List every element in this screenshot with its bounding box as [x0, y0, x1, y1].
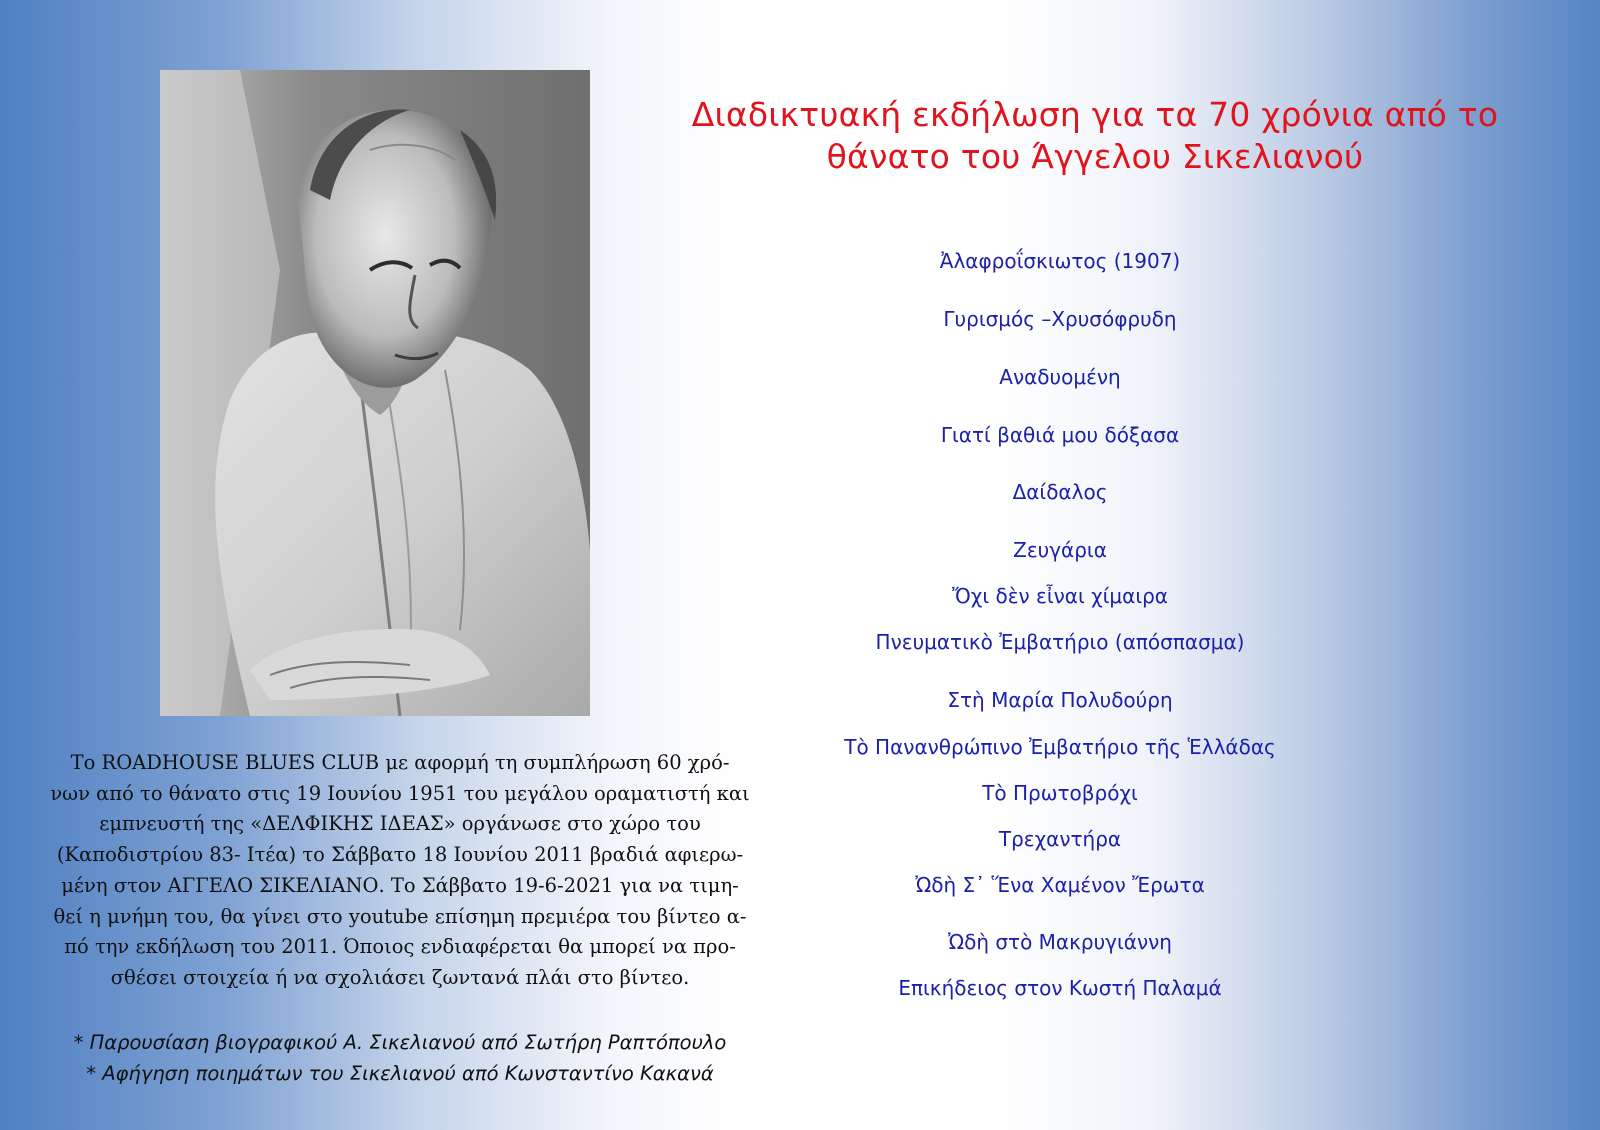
- poem-item: Γυρισμός –Χρυσόφρυδη: [943, 307, 1177, 331]
- poem-list: [770, 0, 1350, 1130]
- poem-item: Ὠδὴ Σ᾿ Ἕνα Χαμένον Ἔρωτα: [915, 873, 1205, 897]
- description-line: (Καποδιστρίου 83- Ιτέα) το Σάββατο 18 Ιουνίου 2011 βραδιά αφιερω-: [56, 843, 744, 867]
- description-line: νων από το θάνατο στις 19 Ιουνίου 1951 του μεγάλου οραματιστή και: [50, 781, 750, 805]
- description-line: σθέσει στοιχεία ή να σχολιάσει ζωντανά πλάι στο βίντεο.: [110, 965, 690, 989]
- description-line: Το ROADHOUSE BLUES CLUB με αφορμή τη συμπλήρωση 60 χρό-: [70, 751, 730, 774]
- event-title-line-2: θάνατο του Άγγελου Σικελιανού: [826, 137, 1364, 176]
- poem-item: Ζευγάρια: [1013, 538, 1107, 562]
- poem-item: Ὠδὴ στὸ Μακρυγιάννη: [948, 930, 1172, 954]
- poem-item: Αναδυομένη: [999, 365, 1121, 389]
- credit-line: * Παρουσίαση βιογραφικού Α. Σικελιανού από Σωτήρη Ραπτόπουλο: [73, 1031, 727, 1054]
- event-description: [30, 748, 770, 994]
- portrait-image: [160, 70, 590, 716]
- poem-item: Δαίδαλος: [1012, 480, 1108, 504]
- description-line: θεί η μνήμη του, θα γίνει στο youtube επίσημη πρεμιέρα του βίντεο α-: [53, 904, 747, 928]
- event-credits: [30, 1027, 770, 1089]
- description-line: εμπνευστή της «ΔΕΛΦΙΚΗΣ ΙΔΕΑΣ» οργάνωσε στο χώρο του: [99, 812, 701, 836]
- poem-item: Ὄχι δὲν εἶναι χίμαιρα: [952, 584, 1168, 608]
- description-line: πό την εκδήλωση του 2011. Όποιος ενδιαφέρεται θα μπορεί να προ-: [64, 935, 736, 959]
- portrait-photo: [160, 70, 590, 716]
- description-line: μένη στον ΑΓΓΕΛΟ ΣΙΚΕΛΙΑΝΟ. Το Σάββατο 19-6-2021 για να τιμη-: [61, 873, 739, 897]
- poem-item: Τὸ Πρωτοβρόχι: [982, 781, 1138, 805]
- poem-item: Πνευματικὸ Ἐμβατήριο (απόσπασμα): [875, 630, 1245, 654]
- event-title-line-1: Διαδικτυακή εκδήλωση για τα 70 χρόνια από το: [691, 95, 1499, 134]
- poem-item: Επικήδειος στον Κωστή Παλαμά: [898, 976, 1222, 1000]
- poem-item: Τρεχαντήρα: [998, 827, 1122, 851]
- poem-item: Τὸ Πανανθρώπινο Ἐμβατήριο τῆς Ἑλλάδας: [844, 735, 1276, 759]
- poem-item: Γιατί βαθιά μου δόξασα: [940, 423, 1180, 447]
- credit-line: * Αφήγηση ποιημάτων του Σικελιανού από Κωνσταντίνο Κακανά: [86, 1062, 714, 1085]
- poem-item: Στὴ Μαρία Πολυδούρη: [947, 688, 1173, 712]
- poem-item: Ἀλαφροΐσκιωτος (1907): [939, 249, 1181, 273]
